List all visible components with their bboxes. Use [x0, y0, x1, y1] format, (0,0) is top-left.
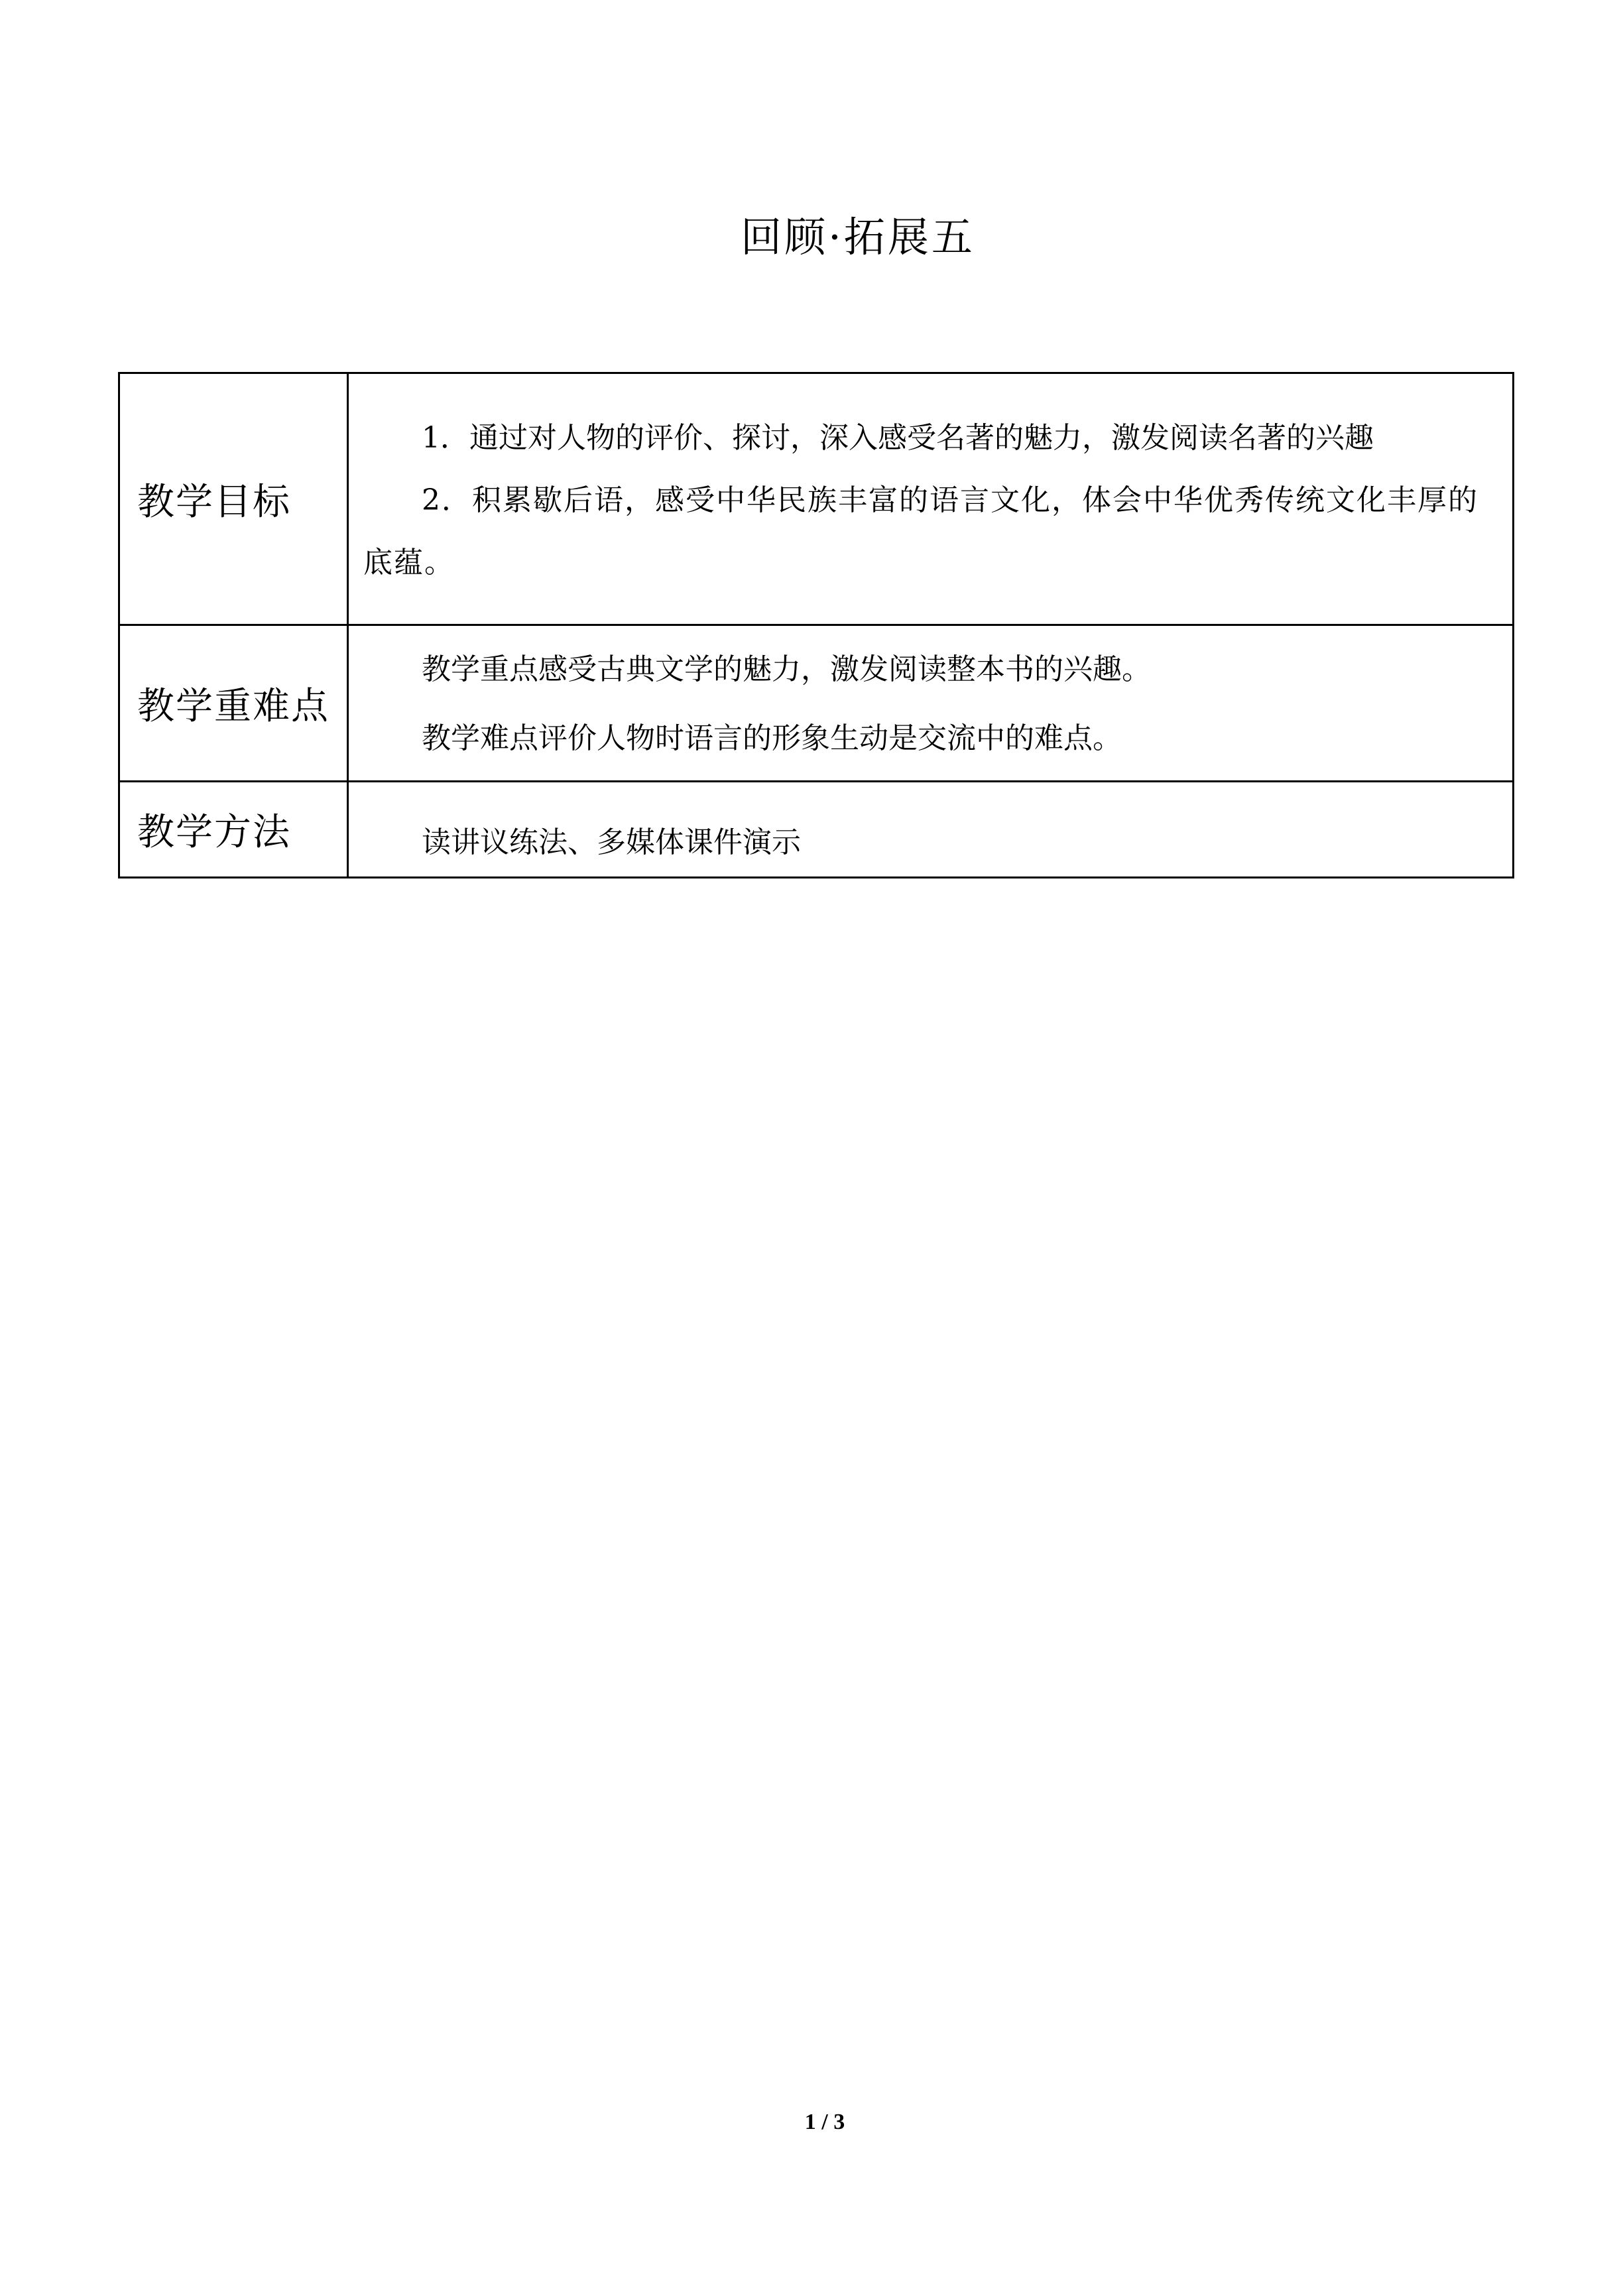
table-row-key-points — [119, 625, 1514, 782]
row-label-key-points: 教学重难点 — [119, 625, 348, 782]
goal-item-1: 1．通过对人物的评价、探讨，深入感受名著的魅力，激发阅读名著的兴趣 — [422, 421, 1374, 455]
table-row-teaching-methods — [119, 782, 1514, 878]
lesson-plan-table — [118, 372, 1514, 878]
row-content-teaching-methods — [348, 782, 1514, 878]
page-title: 回顾·拓展五 — [741, 213, 975, 261]
table-row-teaching-goals — [119, 373, 1514, 625]
row-content-key-points — [348, 625, 1514, 782]
key-point-item: 教学重点感受古典文学的魅力，激发阅读整本书的兴趣。 — [422, 652, 1151, 686]
row-label-teaching-goals: 教学目标 — [119, 373, 348, 625]
page-number: 1 / 3 — [804, 2110, 845, 2134]
method-item: 读讲议练法、多媒体课件演示 — [422, 825, 801, 859]
goal-item-2: 2．积累歇后语，感受中华民族丰富的语言文化，体会中华优秀传统文化丰厚的底蕴。 — [363, 483, 1478, 579]
row-content-teaching-goals — [348, 373, 1514, 625]
difficult-point-item: 教学难点评价人物时语言的形象生动是交流中的难点。 — [422, 721, 1122, 755]
row-label-teaching-methods: 教学方法 — [119, 782, 348, 878]
